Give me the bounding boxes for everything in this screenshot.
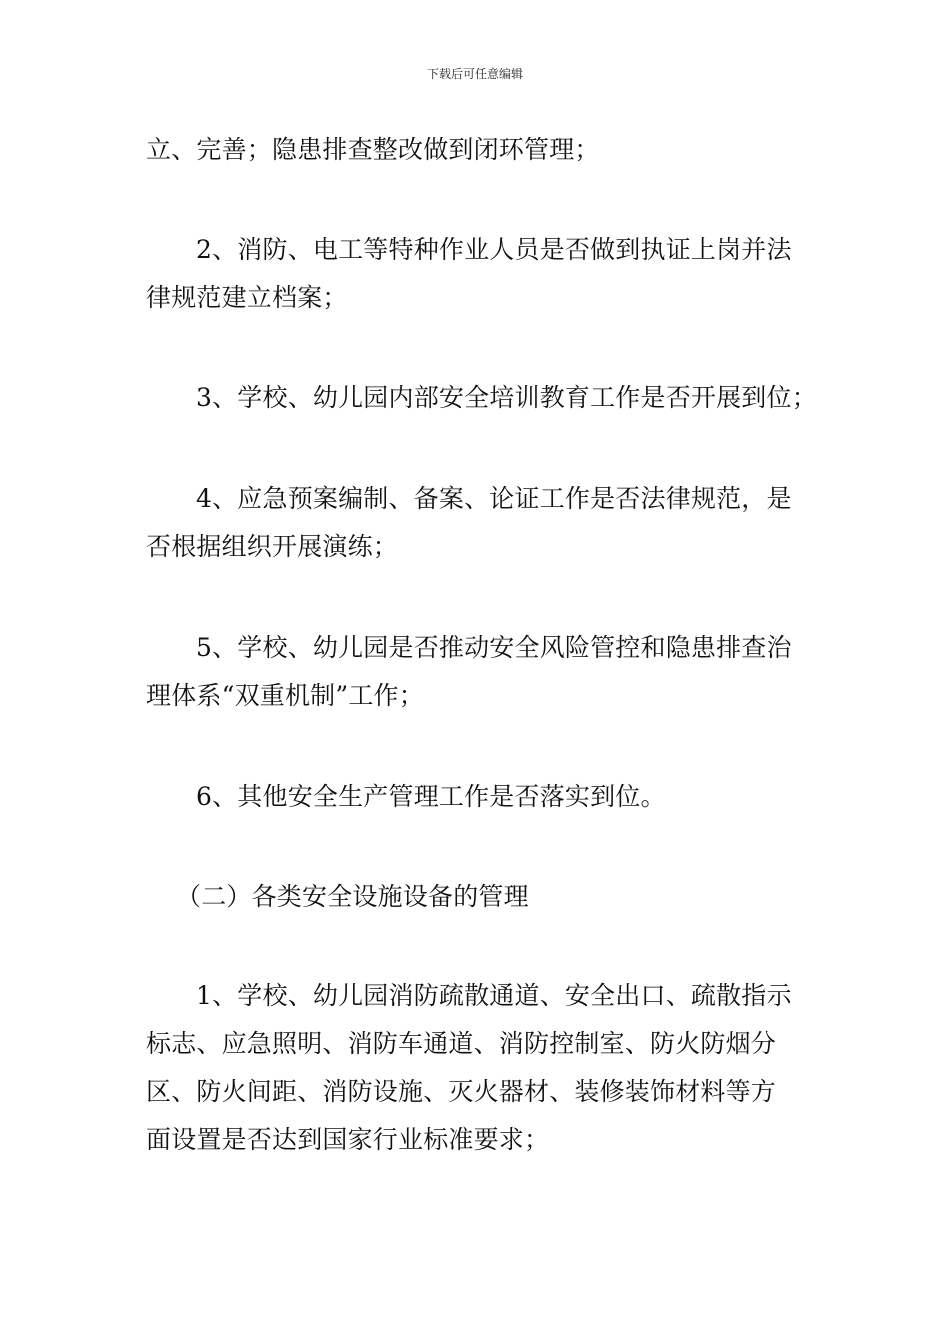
paragraph-line: 4、应急预案编制、备案、论证工作是否法律规范，是 [196,484,792,513]
paragraph-item-1 [146,972,814,1164]
paragraph-item-2 [146,226,814,322]
paragraph-line: 律规范建立档案； [146,283,348,312]
paragraph-item-6 [146,773,814,821]
paragraph-line: 5、学校、幼儿园是否推动安全风险管控和隐患排查治 [196,633,792,662]
paragraph-line: 标志、应急照明、消防车通道、消防控制室、防火防烟分 [146,1029,777,1058]
paragraph-line: 否根据组织开展演练； [146,532,399,561]
paragraph-item-5 [146,624,814,720]
paragraph-line: 3、学校、幼儿园内部安全培训教育工作是否开展到位； [196,383,817,412]
paragraph-continuation [146,126,814,174]
paragraph-line: 6、其他安全生产管理工作是否落实到位。 [196,782,666,811]
paragraph-line: 立、完善；隐患排查整改做到闭环管理； [146,135,600,164]
paragraph-line: 理体系“双重机制”工作； [146,681,424,710]
paragraph-line: 2、消防、电工等特种作业人员是否做到执证上岗并法 [196,235,792,264]
paragraph-line: 区、防火间距、消防设施、灭火器材、装修装饰材料等方 [146,1077,777,1106]
paragraph-item-4 [146,475,814,571]
page-header-note: 下载后可任意编辑 [426,67,523,81]
paragraph-item-3 [146,374,817,422]
paragraph-line: （二）各类安全设施设备的管理 [176,882,529,911]
section-heading [146,873,814,921]
paragraph-line: 面设置是否达到国家行业标准要求； [146,1125,550,1154]
paragraph-line: 1、学校、幼儿园消防疏散通道、安全出口、疏散指示 [196,981,792,1010]
